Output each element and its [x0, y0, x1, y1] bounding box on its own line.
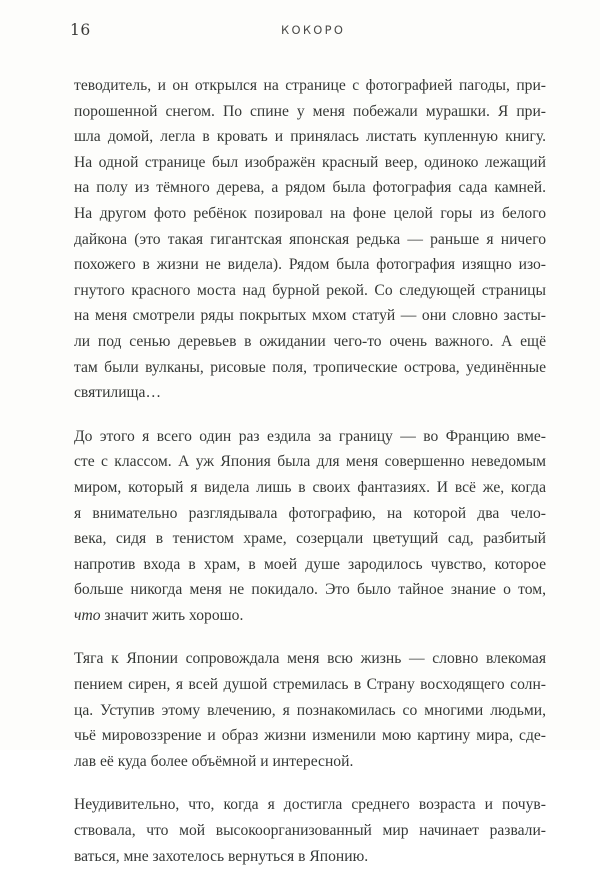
text-line: гнутого красного моста над бурной рекой. Со следующей страницы — [74, 281, 546, 299]
text-line: чьё мировоззрение и образ жизни изменили мою картину мира, сде- — [74, 727, 546, 745]
text-line: ваться, мне захотелось вернуться в Японию. — [74, 847, 369, 865]
text-line: на меня смотрели ряды покрытых мхом статуй — они словно засты- — [74, 307, 546, 325]
italic-word: что — [74, 606, 101, 624]
paragraph-3 — [74, 646, 546, 774]
text-line: дайкона (это такая гигантская японская редька — раньше я ничего — [74, 230, 546, 248]
text-line: похожего в жизни не видела). Рядом была фотография изящно изо- — [74, 256, 546, 274]
paragraph-4 — [74, 792, 546, 869]
text-line: пением сирен, я всей душой стремилась в Страну восходящего солн- — [74, 676, 546, 694]
text-line: Тяга к Японии сопровождала меня всю жизнь — словно влекомая — [74, 650, 546, 668]
text-line: сте с классом. А уж Япония была для меня совершенно неведомым — [74, 453, 546, 471]
text-line: лав её куда более объёмной и интересной. — [74, 752, 354, 770]
running-head: КОКОРО — [281, 23, 346, 37]
paragraph-2 — [74, 424, 546, 629]
text-line: на полу из тёмного дерева, а рядом была фотография сада камней. — [74, 179, 546, 197]
text-line: Неудивительно, что, когда я достигла среднего возраста и почув- — [74, 796, 546, 814]
text-line: На другом фото ребёнок позировал на фоне целой горы из белого — [74, 204, 546, 222]
text-line: святилища… — [74, 384, 162, 402]
page-number: 16 — [70, 21, 91, 39]
text-line: я внимательно разглядывала фотографию, на которой два чело- — [74, 504, 546, 522]
text-fragment: значит жить хорошо. — [100, 606, 244, 624]
text-line: порошенной снегом. По спине у меня побежали мурашки. Я при- — [74, 102, 546, 120]
text-line: больше никогда меня не покидало. Это было тайное знание о том, — [74, 581, 546, 599]
text-line: напротив входа в храм, в моей душе зародилось чувство, которое — [74, 555, 546, 573]
text-line: теводитель, и он открылся на странице с фотографией пагоды, при- — [74, 77, 546, 94]
text-line: До этого я всего один раз ездила за границу — во Францию вме- — [74, 427, 546, 445]
text-line: ли под сенью деревьев в ожидании чего-то очень важного. А ещё — [74, 332, 546, 350]
text-line — [74, 603, 546, 629]
text-line: ствовала, что мой высокоорганизованный мир начинает развали- — [74, 822, 546, 840]
text-line: века, сидя в тенистом храме, созерцали цветущий сад, разбитый — [74, 530, 546, 548]
text-line: там были вулканы, рисовые поля, тропические острова, уединённые — [74, 358, 546, 376]
paragraph-1 — [74, 73, 546, 406]
text-line: миром, который я видела лишь в своих фантазиях. И всё же, когда — [74, 478, 546, 496]
text-line: ца. Уступив этому влечению, я познакомилась со многими людьми, — [74, 701, 546, 719]
text-line: На одной странице был изображён красный веер, одиноко лежащий — [74, 153, 546, 171]
text-line: шла домой, легла в кровать и принялась листать купленную книгу. — [74, 128, 546, 146]
